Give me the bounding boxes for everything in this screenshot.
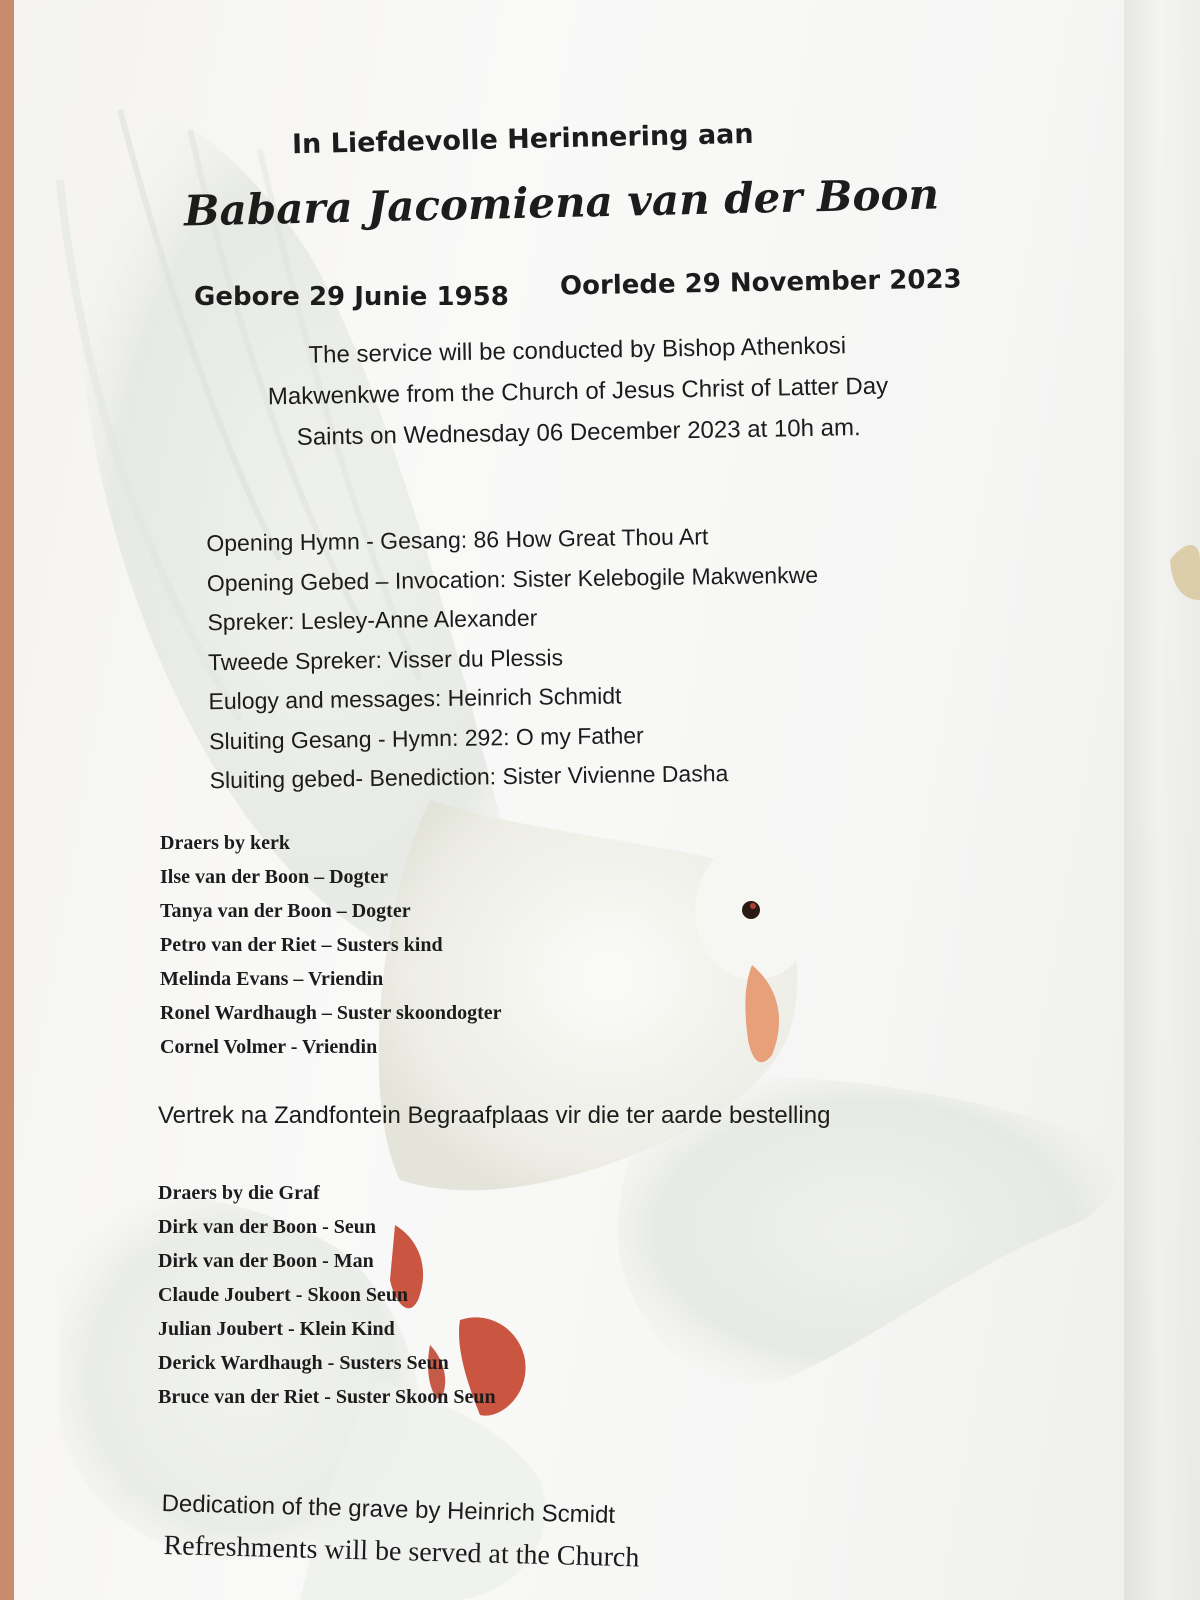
list-item: Dirk van der Boon - Seun — [158, 1216, 377, 1238]
list-item: Melinda Evans – Vriendin — [160, 968, 384, 990]
service-details — [217, 324, 939, 460]
list-item: Petro van der Riet – Susters kind — [160, 934, 443, 956]
list-item: Cornel Volmer - Vriendin — [160, 1036, 378, 1058]
programme-item: Tweede Spreker: Visser du Plessis — [207, 643, 564, 675]
service-line: The service will be conducted by Bishop Athenkosi — [308, 332, 847, 369]
programme-item: Opening Hymn - Gesang: 86 How Great Thou Art — [206, 523, 709, 557]
list-item: Claude Joubert - Skoon Seun — [158, 1284, 409, 1306]
programme-item: Sluiting Gesang - Hymn: 292: O my Father — [208, 721, 644, 754]
church-bearers-list — [160, 826, 502, 1064]
grave-bearers-list — [158, 1176, 496, 1414]
list-item: Tanya van der Boon – Dogter — [160, 900, 411, 922]
refreshments-note: Refreshments will be served at the Church — [163, 1530, 640, 1574]
memorial-heading: In Liefdevolle Herinnering aan — [291, 118, 754, 161]
programme-list — [206, 516, 821, 801]
list-item: Dirk van der Boon - Man — [158, 1250, 374, 1272]
church-bearers-title: Draers by kerk — [160, 832, 290, 854]
list-item: Derick Wardhaugh - Susters Seun — [158, 1352, 449, 1374]
programme-item: Sluiting gebed- Benediction: Sister Vivienne Dasha — [209, 760, 729, 794]
programme-item: Spreker: Lesley-Anne Alexander — [207, 604, 538, 636]
birth-date: Gebore 29 Junie 1958 — [194, 282, 509, 312]
programme-item: Opening Gebed – Invocation: Sister Kelebogile Makwenkwe — [206, 561, 819, 596]
list-item: Ilse van der Boon – Dogter — [160, 866, 388, 888]
list-item: Julian Joubert - Klein Kind — [158, 1318, 395, 1340]
list-item: Bruce van der Riet - Suster Skoon Seun — [158, 1386, 496, 1408]
service-line: Makwenkwe from the Church of Jesus Christ of Latter Day — [267, 372, 889, 411]
service-line: Saints on Wednesday 06 December 2023 at 10h am. — [296, 414, 861, 451]
departure-note: Vertrek na Zandfontein Begraafplaas vir die ter aarde bestelling — [158, 1102, 831, 1129]
grave-bearers-title: Draers by die Graf — [158, 1182, 320, 1204]
list-item: Ronel Wardhaugh – Suster skoondogter — [160, 1002, 502, 1024]
deceased-name: Babara Jacomiena van der Boon — [183, 169, 940, 236]
death-date: Oorlede 29 November 2023 — [559, 264, 962, 302]
grave-dedication: Dedication of the grave by Heinrich Scmidt — [161, 1490, 616, 1529]
programme-item: Eulogy and messages: Heinrich Schmidt — [208, 682, 622, 715]
